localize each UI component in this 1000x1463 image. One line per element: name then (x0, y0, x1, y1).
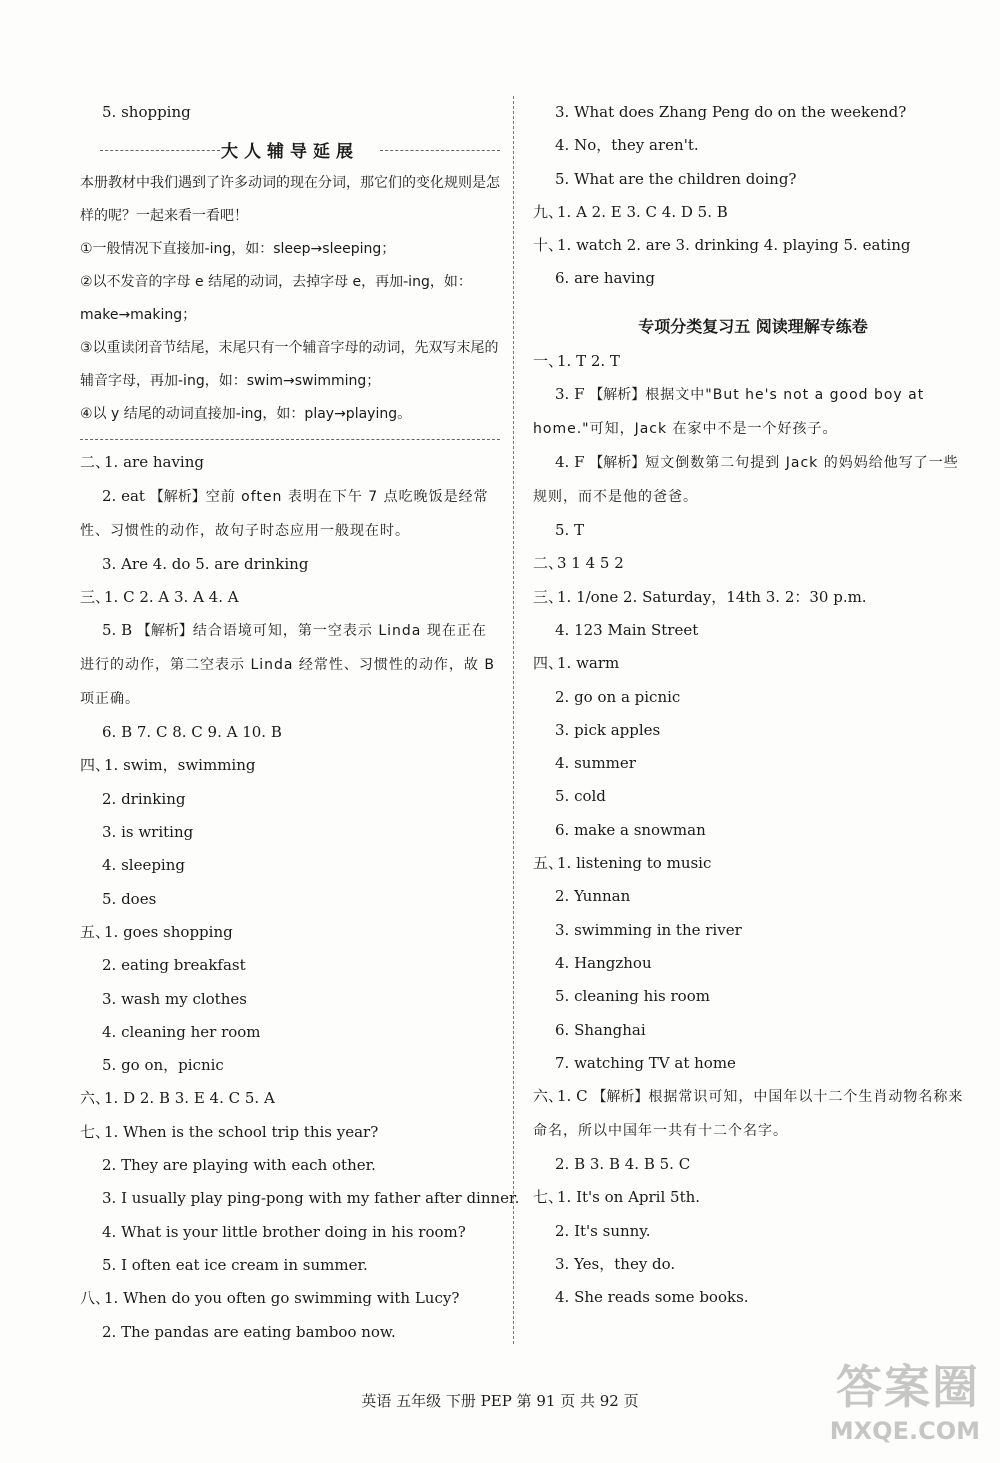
answer-line: 6. are having (555, 269, 655, 288)
answer-line: 2. B 3. B 4. B 5. C (555, 1155, 691, 1174)
tip-rule-3: ③以重读闭音节结尾，末尾只有一个辅音字母的动词，先双写末尾的辅音字母，再加-ing，如：swim→swimming； (80, 340, 499, 390)
answer-line: 四、1. swim，swimming (80, 756, 256, 775)
answer-line: 5. go on，picnic (102, 1056, 224, 1075)
answer-line: 2. go on a picnic (555, 687, 681, 706)
answer-line: 3. is writing (102, 823, 194, 842)
answer-line: 5. cold (555, 787, 606, 806)
answer-line: 3. F 【解析】根据文中"But he's not a good boy at home."可知，Jack 在家中不是一个好孩子。 (533, 385, 925, 438)
answer-line: 五、1. listening to music (533, 854, 712, 873)
answer-line: 4. Hangzhou (555, 953, 652, 972)
watermark-logo (830, 1351, 980, 1445)
tip-box-title: 大人辅导延展 (80, 137, 500, 163)
answer-line: 5. What are the children doing? (555, 169, 797, 188)
answer-line: 3. pick apples (555, 720, 661, 739)
answer-line: 2. Yunnan (555, 887, 631, 906)
answer-line: 4. F 【解析】短文倒数第二句提到 Jack 的妈妈给他写了一些规则，而不是他的爸爸。 (533, 453, 959, 506)
section-title: 专项分类复习五 阅读理解专练卷 (638, 316, 868, 336)
answer-line: 6. Shanghai (555, 1020, 646, 1039)
answer-line: 5. does (102, 889, 157, 908)
tip-box-body (80, 167, 500, 431)
answer-line: 5. shopping (102, 103, 191, 121)
answer-line: 4. No，they aren't. (555, 136, 699, 155)
answer-line: 三、1. C 2. A 3. A 4. A (80, 587, 239, 606)
answer-line: 四、1. warm (533, 654, 620, 673)
watermark-logo-text: 答案圈 (836, 1360, 980, 1414)
answer-line: 三、1. 1/one 2. Saturday，14th 3. 2：30 p.m. (533, 587, 867, 606)
tip-rule-1: ①一般情况下直接加-ing，如：sleep→sleeping； (80, 241, 396, 258)
answer-line: 5. I often eat ice cream in summer. (102, 1255, 368, 1274)
answer-line: 4. summer (555, 754, 636, 773)
answer-line: 3. Are 4. do 5. are drinking (102, 554, 309, 573)
answer-line: 五、1. goes shopping (80, 922, 233, 941)
left-column (80, 96, 520, 1349)
answer-line: 六、1. D 2. B 3. E 4. C 5. A (80, 1089, 275, 1108)
watermark-site: MXQE.COM (829, 1417, 980, 1445)
answer-line: 2. It's sunny. (555, 1221, 651, 1240)
answer-line: 3. wash my clothes (102, 989, 247, 1008)
answer-line: 一、1. T 2. T (533, 351, 620, 370)
answer-line: 4. She reads some books. (555, 1288, 749, 1307)
tip-box-divider (80, 439, 500, 440)
tip-rule-2: ②以不发音的字母 e 结尾的动词，去掉字母 e，再加-ing，如：make→making； (80, 274, 472, 324)
answer-line: 七、1. When is the school trip this year? (80, 1122, 379, 1141)
answer-line: 2. drinking (102, 789, 186, 808)
answer-line: 4. 123 Main Street (555, 620, 699, 639)
answer-line: 七、1. It's on April 5th. (533, 1188, 701, 1207)
answer-line: 5. cleaning his room (555, 987, 710, 1006)
answer-line: 4. cleaning her room (102, 1022, 261, 1041)
answer-line: 二、3 1 4 5 2 (533, 554, 624, 573)
answer-line: 4. What is your little brother doing in his room? (102, 1222, 466, 1241)
answer-line: 2. eating breakfast (102, 956, 246, 975)
answer-line: 6. B 7. C 8. C 9. A 10. B (102, 723, 282, 742)
answer-line: 十、1. watch 2. are 3. drinking 4. playing 5. eating (533, 236, 911, 255)
answer-line: 3. Yes，they do. (555, 1255, 676, 1274)
answer-line: 八、1. When do you often go swimming with Lucy? (80, 1289, 460, 1308)
answer-line: 7. watching TV at home (555, 1053, 736, 1072)
answer-line: 九、1. A 2. E 3. C 4. D 5. B (533, 202, 728, 221)
answer-line: 六、1. C 【解析】根据常识可知，中国年以十二个生肖动物名称来命名，所以中国年一共有十二个名字。 (533, 1087, 964, 1140)
answer-line: 6. make a snowman (555, 820, 706, 839)
answer-line: 3. What does Zhang Peng do on the weekend? (555, 103, 907, 121)
right-column (533, 96, 973, 1315)
tip-rule-4: ④以 y 结尾的动词直接加-ing，如：play→playing。 (80, 406, 412, 423)
answer-line: 2. The pandas are eating bamboo now. (102, 1322, 396, 1341)
answer-line: 二、1. are having (80, 453, 204, 472)
answer-line: 2. eat 【解析】空前 often 表明在下午 7 点吃晚饭是经常性、习惯性的动作，故句子时态应用一般现在时。 (80, 486, 489, 539)
page-footer: 英语 五年级 下册 PEP 第 91 页 共 92 页 (361, 1392, 639, 1410)
answer-line: 5. B 【解析】结合语境可知，第一空表示 Linda 现在正在进行的动作，第二空表示 Linda 经常性、习惯性的动作，故 B 项正确。 (80, 621, 495, 708)
answer-line: 3. I usually play ping-pong with my father after dinner. (102, 1189, 520, 1208)
column-divider (513, 96, 514, 1344)
answer-line: 4. sleeping (102, 856, 185, 875)
answer-line: 5. T (555, 521, 585, 540)
tip-intro: 本册教材中我们遇到了许多动词的现在分词，那它们的变化规则是怎样的呢？一起来看一看吧！ (80, 175, 500, 225)
answer-line: 3. swimming in the river (555, 920, 742, 939)
answer-line: 2. They are playing with each other. (102, 1156, 376, 1175)
